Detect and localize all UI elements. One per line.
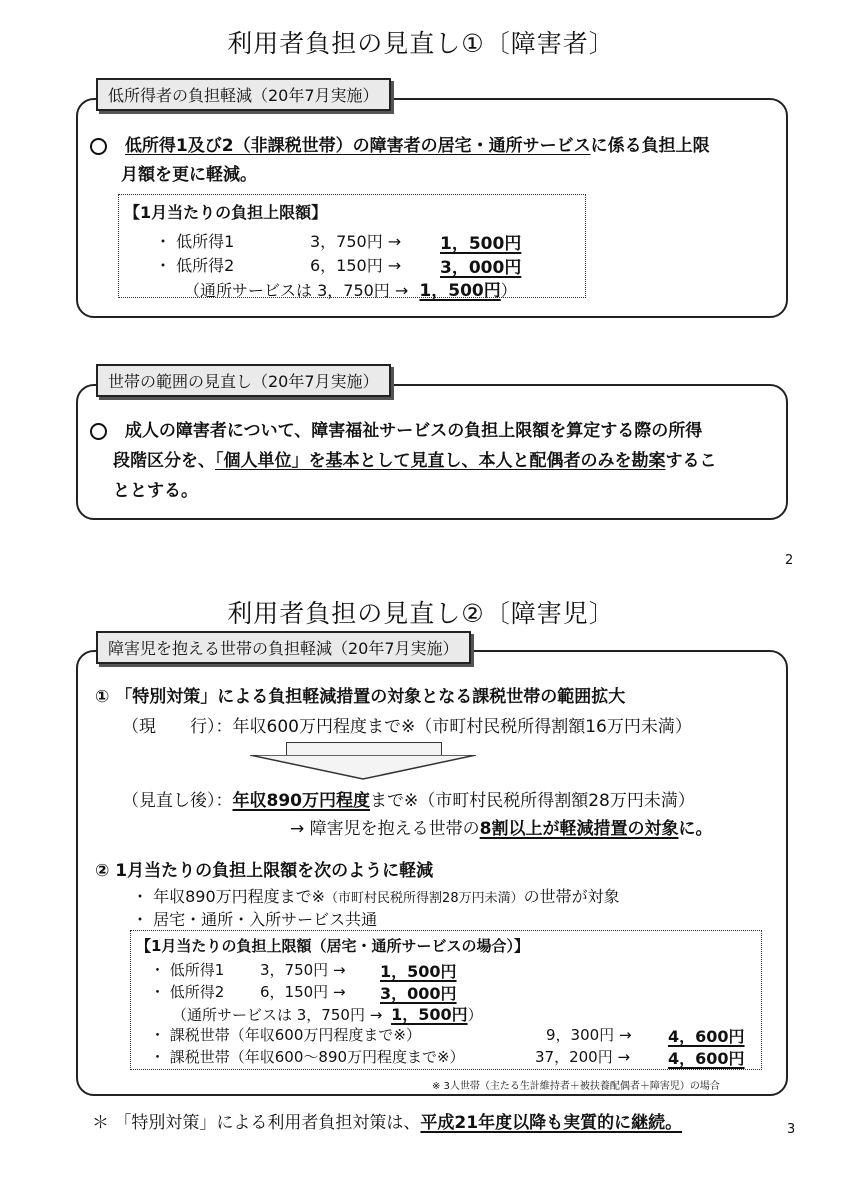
page-title-1: 利用者負担の見直し①〔障害者〕 — [227, 29, 615, 58]
b1-small: （市町村民税所得割28万円未満） — [325, 891, 524, 906]
item1-heading: ① 「特別対策」による負担軽減措置の対象となる課税世帯の範囲拡大 — [95, 687, 626, 707]
row1-to: 1，500円 — [440, 234, 522, 254]
household-line2 — [113, 446, 717, 471]
item2-bullet2: ・ 居宅・通所・入所サービス共通 — [132, 910, 378, 929]
item2-heading: ② 1月当たりの負担上限額を次のように軽減 — [95, 861, 434, 881]
page-number-2: 2 — [785, 553, 794, 568]
household-line1 — [90, 416, 702, 441]
row3-pre: （通所サービスは 3，750円 → — [184, 281, 409, 300]
row1-from: 3，750円 → — [310, 232, 402, 251]
tax-row2-label: ・ 課税世帯（年収600～890万円程度まで※） — [150, 1048, 465, 1066]
revised-underlined: 年収890万円程度 — [232, 791, 370, 811]
limit-title-1: 【1月当たりの負担上限額】 — [124, 203, 328, 222]
c-row1-label: ・ 低所得1 — [150, 961, 225, 979]
row3 — [184, 276, 517, 301]
c-row1-to: 1，500円 — [380, 962, 457, 981]
footnote: ※ 3人世帯（主たる生計維持者＋被扶養配偶者＋障害児）の場合 — [432, 1081, 720, 1092]
revised-post: まで※（市町村民税所得割額28万円未満） — [370, 791, 695, 811]
circle-bullet-icon — [90, 423, 107, 440]
tax-row1-to: 4，600円 — [668, 1027, 745, 1046]
result-post: に。 — [678, 819, 713, 839]
tsusho-row — [172, 1002, 483, 1025]
item2-bullet1 — [132, 884, 620, 907]
b1-pre: ・ 年収890万円程度まで※ — [132, 887, 326, 906]
bullet-line2: 月額を更に軽減。 — [121, 165, 257, 185]
circle-bullet-icon — [90, 138, 107, 155]
row1-label: ・ 低所得1 — [155, 232, 235, 251]
household-tab: 世帯の範囲の見直し（20年7月実施） — [96, 364, 391, 397]
bullet-text: に係る負担上限 — [590, 136, 710, 156]
c-row2-from: 6，150円 → — [260, 983, 346, 1001]
child-tab: 障害児を抱える世帯の負担軽減（20年7月実施） — [96, 631, 471, 664]
row2-from: 6，150円 → — [310, 256, 402, 275]
row3-post: ） — [500, 281, 517, 300]
tsusho-pre: （通所サービスは 3，750円 → — [172, 1006, 383, 1024]
tax-row2-from: 37，200円 → — [535, 1048, 631, 1066]
b1-post: の世帯が対象 — [523, 887, 620, 906]
tax-row2-to: 4，600円 — [668, 1049, 745, 1068]
revised-line — [122, 786, 695, 811]
bottom-note-underlined: 平成21年度以降も実質的に継続。 — [420, 1113, 683, 1133]
household-line3: ととする。 — [113, 481, 198, 501]
bottom-note — [92, 1108, 682, 1133]
page-title-2: 利用者負担の見直し②〔障害児〕 — [227, 599, 615, 628]
c-row2-to: 3，000円 — [380, 984, 457, 1003]
line2-post: するこ — [665, 451, 717, 471]
low-income-bullet — [90, 131, 710, 156]
tax-row1-label: ・ 課税世帯（年収600万円程度まで※） — [150, 1026, 421, 1044]
line2-underlined: 「個人単位」を基本として見直し、本人と配偶者のみを勘案 — [215, 451, 666, 471]
page-number-3: 3 — [787, 1122, 796, 1137]
c-row2-label: ・ 低所得2 — [150, 983, 225, 1001]
tsusho-to: 1，500円 — [391, 1005, 468, 1024]
result-line — [290, 814, 712, 839]
down-arrow-head-icon — [250, 755, 476, 781]
household-line1-text: 成人の障害者について、障害福祉サービスの負担上限額を算定する際の所得 — [124, 421, 703, 441]
result-underlined: 8割以上が軽減措置の対象 — [479, 819, 679, 839]
row2-to: 3，000円 — [440, 258, 522, 278]
revised-pre: （見直し後）： — [122, 791, 233, 811]
c-row1-from: 3，750円 → — [260, 961, 346, 979]
result-pre: → 障害児を抱える世帯の — [290, 819, 480, 839]
low-income-tab: 低所得者の負担軽減（20年7月実施） — [96, 78, 391, 111]
current-line: （現 行）：年収600万円程度まで※（市町村民税所得割額16万円未満） — [122, 717, 692, 737]
line2-pre: 段階区分を、 — [113, 451, 215, 471]
row3-to: 1，500円 — [419, 281, 501, 301]
tsusho-post: ） — [467, 1006, 483, 1024]
tax-row1-from: 9，300円 → — [546, 1026, 632, 1044]
limit-title-2: 【1月当たりの負担上限額（居宅・通所サービスの場合）】 — [136, 937, 529, 955]
bullet-text-underlined: 低所得1及び2（非課税世帯）の障害者の居宅・通所サービス — [124, 136, 591, 156]
row2-label: ・ 低所得2 — [155, 256, 235, 275]
bottom-note-pre: ＊ 「特別対策」による利用者負担対策は、 — [92, 1113, 421, 1133]
